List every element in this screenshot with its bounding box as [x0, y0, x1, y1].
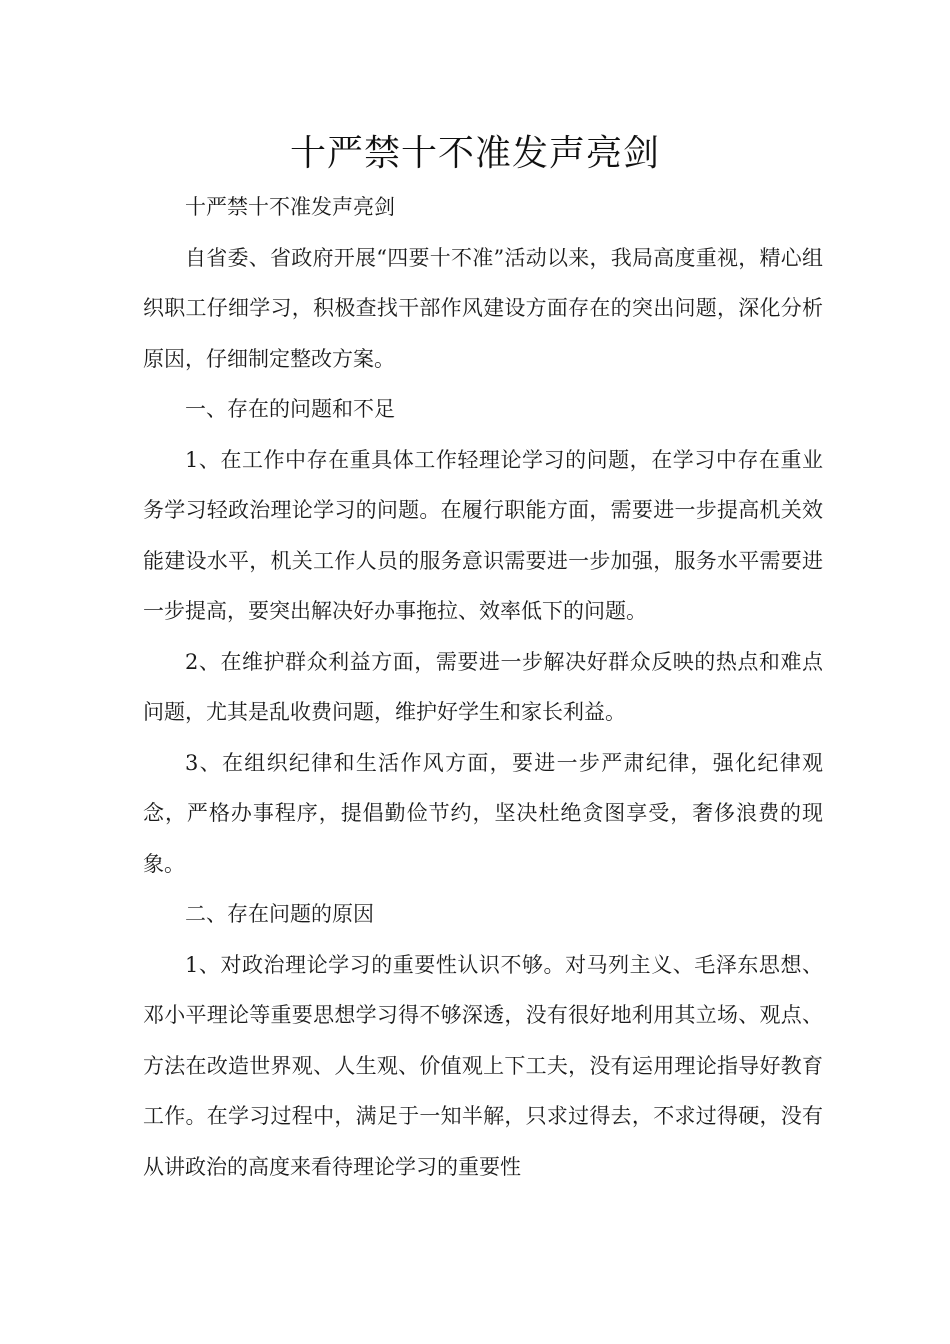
section-heading-problems: 一、存在的问题和不足	[185, 397, 395, 421]
cause-item-1: 1、对政治理论学习的重要性认识不够。对马列主义、毛泽东思想、邓小平理论等重要思想学习得不够深透，没有很好地利用其立场、观点、方法在改造世界观、人生观、价值观上下工夫，没有运用理论指导好教育工作。在学习过程中，满足于一知半解，只求过得去，不求过得硬，没有从讲政治的高度来看待理论学习的重要性	[143, 952, 823, 1179]
subtitle-paragraph: 十严禁十不准发声亮剑	[185, 195, 395, 219]
problem-item-2: 2、在维护群众利益方面，需要进一步解决好群众反映的热点和难点问题，尤其是乱收费问题，维护好学生和家长利益。	[143, 649, 823, 724]
document-body	[143, 182, 823, 1192]
section-heading-causes: 二、存在问题的原因	[185, 902, 374, 926]
problem-item-1: 1、在工作中存在重具体工作轻理论学习的问题，在学习中存在重业务学习轻政治理论学习的问题。在履行职能方面，需要进一步提高机关效能建设水平，机关工作人员的服务意识需要进一步加强，服务水平需要进一步提高，要突出解决好办事拖拉、效率低下的问题。	[143, 447, 823, 623]
document-title: 十严禁十不准发声亮剑	[289, 133, 660, 174]
intro-paragraph: 自省委、省政府开展“四要十不准”活动以来，我局高度重视，精心组织职工仔细学习，积极查找干部作风建设方面存在的突出问题，深化分析原因，仔细制定整改方案。	[143, 245, 823, 371]
problem-item-3: 3、在组织纪律和生活作风方面，要进一步严肃纪律，强化纪律观念，严格办事程序，提倡勤俭节约，坚决杜绝贪图享受，奢侈浪费的现象。	[143, 750, 823, 876]
